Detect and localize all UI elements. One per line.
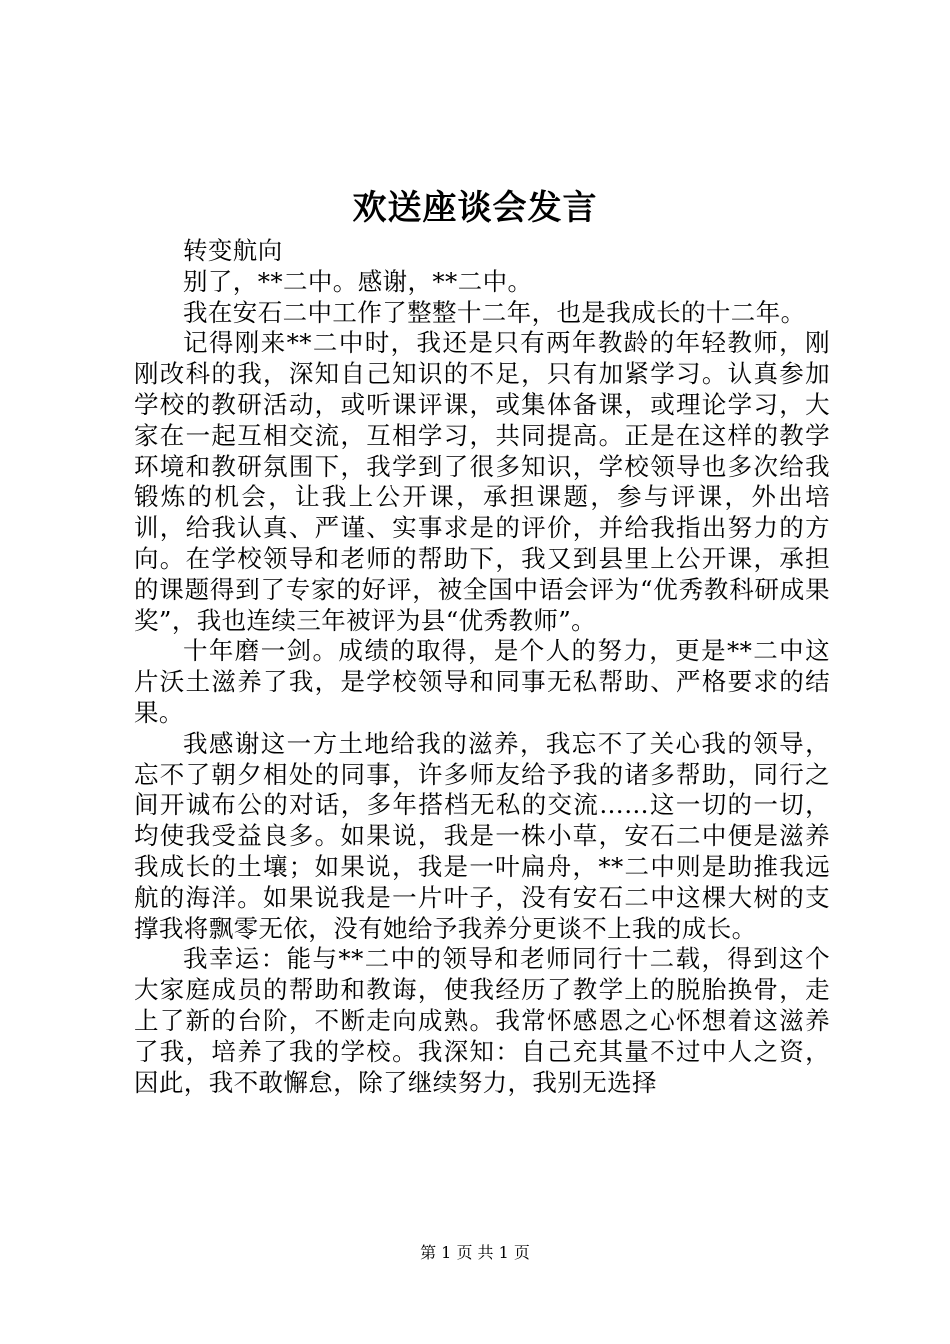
page-title: 欢送座谈会发言 xyxy=(352,188,598,228)
paragraph-gratitude: 我感谢这一方土地给我的滋养，我忘不了关心我的领导，忘不了朝夕相处的同事，许多师友给予我的诸多帮助，同行之间开诚布公的对话，多年搭档无私的交流……这一切的一切，均使我受益良多。如果说，我是一株小草，安石二中便是滋养我成长的土壤；如果说，我是一叶扁舟，**二中则是助推我远航的海洋。如果说我是一片叶子，没有安石二中这棵大树的支撑我将飘零无依，没有她给予我养分更谈不上我的成长。 xyxy=(134,728,830,943)
document-body xyxy=(134,236,830,1098)
paragraph-twelve-years: 我在安石二中工作了整整十二年，也是我成长的十二年。 xyxy=(183,297,806,327)
paragraph-memories: 记得刚来**二中时，我还是只有两年教龄的年轻教师，刚刚改科的我，深知自己知识的不足，只有加紧学习。认真参加学校的教研活动，或听课评课，或集体备课，或理论学习，大家在一起互相交流，互相学习，共同提高。正是在这样的教学环境和教研氛围下，我学到了很多知识，学校领导也多次给我锻炼的机会，让我上公开课，承担课题，参与评课，外出培训，给我认真、严谨、实事求是的评价，并给我指出努力的方向。在学校领导和老师的帮助下，我又到县里上公开课，承担的课题得到了专家的好评，被全国中语会评为“优秀教科研成果奖”，我也连续三年被评为县“优秀教师”。 xyxy=(134,328,830,635)
paragraph-farewell: 别了，**二中。感谢，**二中。 xyxy=(183,266,533,296)
paragraph-fortune: 我幸运：能与**二中的领导和老师同行十二载，得到这个大家庭成员的帮助和教诲，使我经历了教学上的脱胎换骨，走上了新的台阶，不断走向成熟。我常怀感恩之心怀想着这滋养了我，培养了我的学校。我深知：自己充其量不过中人之资，因此，我不敢懈怠，除了继续努力，我别无选择 xyxy=(134,944,830,1097)
page-number-footer: 第 1 页 共 1 页 xyxy=(420,1243,530,1262)
paragraph-subtitle: 转变航向 xyxy=(183,236,283,265)
paragraph-achievements: 十年磨一剑。成绩的取得，是个人的努力，更是**二中这片沃土滋养了我，是学校领导和同事无私帮助、严格要求的结果。 xyxy=(134,636,830,727)
